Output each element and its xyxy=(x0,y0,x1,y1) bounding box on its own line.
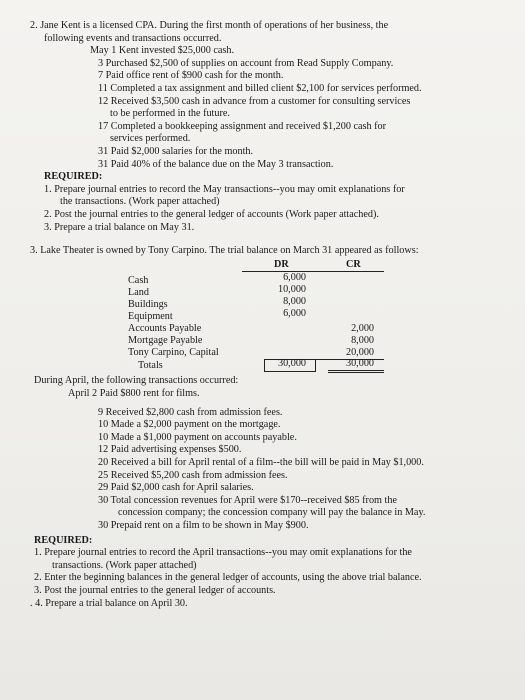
problem2-required-item: 1. Prepare journal entries to record the May transactions--you may omit explanations for xyxy=(44,183,405,195)
problem3-event: 29 Paid $2,000 cash for April salaries. xyxy=(98,482,254,494)
trial-balance-dr-value: 6,000 xyxy=(283,307,306,319)
pen-mark: . xyxy=(30,597,33,609)
trial-balance-account: Mortgage Payable xyxy=(128,334,203,346)
problem2-event: 11 Completed a tax assignment and billed client $2,100 for services performed. xyxy=(98,82,422,94)
problem3-required-item: 1. Prepare journal entries to record the April transactions--you may omit explanations for the xyxy=(34,547,412,559)
problem2-required-item: 3. Prepare a trial balance on May 31. xyxy=(44,221,195,233)
problem3-required-item: 2. Enter the beginning balances in the general ledger of accounts, using the above trial balance. xyxy=(34,572,422,584)
problem3-required-item: 4. Prepare a trial balance on April 30. xyxy=(35,597,188,609)
problem3-intro: 3. Lake Theater is owned by Tony Carpino. The trial balance on March 31 appeared as follows: xyxy=(30,245,419,257)
problem2-event-continued: services performed. xyxy=(110,133,191,145)
problem2-event: 12 Received $3,500 cash in advance from a customer for consulting services xyxy=(98,95,411,107)
trial-balance-dr-value: 10,000 xyxy=(277,283,306,295)
trial-balance-account: Tony Carpino, Capital xyxy=(128,346,219,358)
problem2-event: 31 Paid $2,000 salaries for the month. xyxy=(98,145,254,157)
problem3-required-item-continued: transactions. (Work paper attached) xyxy=(52,559,197,571)
problem3-event: 9 Received $2,800 cash from admission fees. xyxy=(98,406,283,418)
trial-balance-account: Accounts Payable xyxy=(128,322,202,334)
problem3-event: April 2 Paid $800 rent for films. xyxy=(68,387,200,399)
problem3-event: 25 Received $5,200 cash from admission fees. xyxy=(98,469,288,481)
trial-balance-account: Land xyxy=(128,286,149,298)
problem3-required-item-last xyxy=(30,598,500,611)
problem2-event: 31 Paid 40% of the balance due on the May 3 transaction. xyxy=(98,158,334,170)
trial-balance-dr-value: 8,000 xyxy=(283,295,306,307)
problem3-required-heading: REQUIRED: xyxy=(34,534,93,546)
trial-balance-total-dr: 30,000 xyxy=(277,357,306,369)
problem3-during-text: During April, the following transactions occurred: xyxy=(34,374,239,386)
document-content xyxy=(30,20,500,610)
problem2-event: 17 Completed a bookkeeping assignment and received $1,200 cash for xyxy=(98,120,387,132)
trial-balance-dr-value: 6,000 xyxy=(283,271,306,283)
problem2-required-item: 2. Post the journal entries to the general ledger of accounts (Work paper attached). xyxy=(44,208,379,220)
problem2-event: 3 Purchased $2,500 of supplies on account from Read Supply Company. xyxy=(98,57,394,69)
trial-balance-account: Equipment xyxy=(128,310,173,322)
problem2-required-item-continued: the transactions. (Work paper attached) xyxy=(60,196,220,208)
problem3-event: 12 Paid advertising expenses $500. xyxy=(98,444,242,456)
problem2-required-heading: REQUIRED: xyxy=(44,171,103,183)
problem3-event-continued: concession company; the concession company will pay the balance in May. xyxy=(118,507,426,519)
trial-balance-dr-header: DR xyxy=(274,258,289,270)
trial-balance-cr-header: CR xyxy=(346,258,361,270)
problem3-event: 20 Received a bill for April rental of a film--the bill will be paid in May $1,000. xyxy=(98,457,424,469)
trial-balance-cr-value: 20,000 xyxy=(345,346,374,358)
problem3-event: 30 Total concession revenues for April were $170--received $85 from the xyxy=(98,494,397,506)
trial-balance-totals-label: Totals xyxy=(138,359,163,371)
problem3-required-item: 3. Post the journal entries to the general ledger of accounts. xyxy=(34,585,276,596)
trial-balance-double-rule xyxy=(328,370,384,371)
trial-balance-account: Buildings xyxy=(128,298,168,310)
problem3-event: 10 Made a $1,000 payment on accounts payable. xyxy=(98,431,297,443)
problem2-event-continued: to be performed in the future. xyxy=(110,108,230,120)
problem2-event: May 1 Kent invested $25,000 cash. xyxy=(90,45,235,57)
trial-balance-account: Cash xyxy=(128,274,149,286)
section-gap xyxy=(30,234,500,245)
trial-balance-cr-value: 2,000 xyxy=(351,322,374,334)
trial-balance-double-rule xyxy=(328,372,384,373)
problem2-event: 7 Paid office rent of $900 cash for the month. xyxy=(98,70,284,82)
problem3-event: 10 Made a $2,000 payment on the mortgage. xyxy=(98,419,281,431)
problem2-intro-line2: following events and transactions occurred. xyxy=(44,32,222,44)
problem2-intro-line1: 2. Jane Kent is a licensed CPA. During the first month of operations of her business, the xyxy=(30,20,389,31)
trial-balance-cr-value: 8,000 xyxy=(351,334,374,346)
trial-balance-total-cr: 30,000 xyxy=(345,357,374,369)
trial-balance-table xyxy=(30,259,500,407)
problem3-event: 30 Prepaid rent on a film to be shown in May $900. xyxy=(98,520,309,532)
